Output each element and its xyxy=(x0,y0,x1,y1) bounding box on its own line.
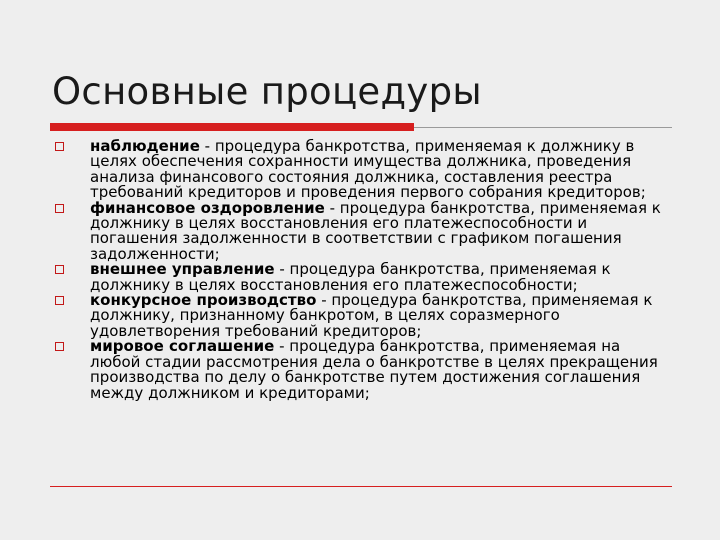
square-bullet-icon xyxy=(55,204,64,213)
list-item xyxy=(52,198,672,263)
list-item xyxy=(52,262,672,293)
square-bullet-icon xyxy=(55,265,64,274)
procedure-term: финансовое оздоровление xyxy=(90,198,325,217)
bottom-divider xyxy=(50,486,672,487)
procedure-list xyxy=(52,139,672,401)
procedure-description: - процедура банкротства, применяемая к должнику, признанному банкротом, в целях соразмерного удовлетворения требований кредиторов; xyxy=(90,291,653,340)
procedure-term: конкурсное производство xyxy=(90,291,317,310)
procedure-description: - процедура банкротства, применяемая на любой стадии рассмотрения дела о банкротстве в целях прекращения производства по делу о банкротстве путем достижения соглашения между должником и кредиторами; xyxy=(90,337,658,402)
procedure-term: внешнее управление xyxy=(90,260,275,279)
procedure-description: - процедура банкротства, применяемая к должнику в целях восстановления его платежеспособности и погашения задолженности в соответствии с графиком погашения задолженности; xyxy=(90,198,661,263)
list-item xyxy=(52,339,672,401)
square-bullet-icon xyxy=(55,342,64,351)
list-item xyxy=(52,293,672,339)
page-title: Основные процедуры xyxy=(52,70,482,113)
procedure-description: - процедура банкротства, применяемая к должнику в целях обеспечения сохранности имущества должника, проведения анализа финансового состояния должника, составления реестра требований кредиторов и проведения первого собрания кредиторов; xyxy=(90,137,646,202)
title-accent-bar xyxy=(50,123,414,131)
square-bullet-icon xyxy=(55,296,64,305)
square-bullet-icon xyxy=(55,142,64,151)
procedure-description: - процедура банкротства, применяемая к должнику в целях восстановления его платежеспособности; xyxy=(90,260,611,294)
procedure-term: мировое соглашение xyxy=(90,337,275,356)
procedure-term: наблюдение xyxy=(90,137,200,155)
list-item xyxy=(52,139,672,201)
